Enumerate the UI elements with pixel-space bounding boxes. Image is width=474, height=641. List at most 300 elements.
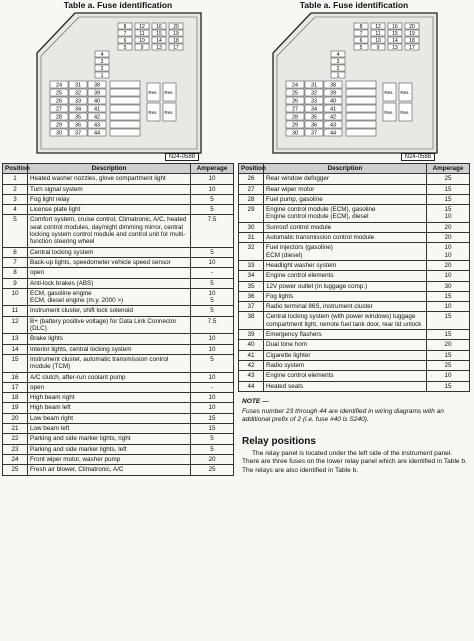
fuse-slot-number: 36 <box>74 122 82 129</box>
fuse-slot-number: 20 <box>409 24 415 30</box>
fuse-slot-number: 1 <box>336 73 340 79</box>
fuse-description: Heated seats <box>264 381 427 391</box>
fuse-description: 12V power outlet (in luggage comp.) <box>264 281 427 291</box>
fuse-amperage: 25 <box>191 465 234 475</box>
header-amperage: Amperage <box>427 164 470 174</box>
fuse-box-illustration <box>33 11 203 163</box>
fuse-description: Anti-lock brakes (ABS) <box>28 278 191 288</box>
fuse-slot-number: 2 <box>100 66 104 72</box>
table-row <box>239 233 470 243</box>
table-row <box>3 247 234 257</box>
fuse-position: 42 <box>239 360 264 370</box>
reserve-slot-label: Res. <box>400 110 410 115</box>
fuse-amperage: 10 <box>191 403 234 413</box>
fuse-amperage: 15 <box>427 194 470 204</box>
fuse-position: 9 <box>3 278 28 288</box>
fuse-slot-number: 34 <box>310 106 318 113</box>
table-row <box>239 184 470 194</box>
right-column <box>238 0 470 475</box>
relay-positions-text: The relay panel is located under the left side of the instrument panel. There are three fuses on the lower relay panel which are identified in Table b. The relays are also identified in Table b. <box>242 449 467 474</box>
fuse-slot-number: 27 <box>291 106 299 113</box>
reserve-slot-label: Res. <box>164 110 174 115</box>
fuse-amperage: 15 <box>427 381 470 391</box>
fuse-amperage: 10 <box>191 372 234 382</box>
fuse-slot-number: 30 <box>291 130 299 137</box>
table-row <box>3 444 234 454</box>
table-row <box>239 243 470 261</box>
fuse-slot-number: 25 <box>291 90 299 97</box>
fuse-position: 18 <box>3 393 28 403</box>
fuse-position: 14 <box>3 344 28 354</box>
table-row <box>3 215 234 247</box>
fuse-description: High beam right <box>28 393 191 403</box>
fuse-position: 7 <box>3 257 28 267</box>
fuse-amperage: 10 <box>191 184 234 194</box>
table-row <box>3 413 234 423</box>
header-position: Position <box>3 164 28 174</box>
table-row <box>3 382 234 392</box>
fuse-slot-number: 27 <box>55 106 63 113</box>
fuse-description: Sunroof control module <box>264 222 427 232</box>
fuse-position: 10 <box>3 288 28 306</box>
fuse-slot-number: 26 <box>291 98 299 105</box>
fuse-description: Central locking system (with power windows) luggage compartment light, remote fuel tank door, rear lid unlock <box>264 312 427 330</box>
fuse-description: Fog lights <box>264 291 427 301</box>
fuse-slot-number: 9 <box>376 45 380 51</box>
fuse-amperage: 7.5 <box>191 316 234 334</box>
table-row <box>3 354 234 372</box>
fuse-position: 37 <box>239 302 264 312</box>
fuse-slot-number: 17 <box>409 45 415 51</box>
reserve-slot-label: Res. <box>164 90 174 95</box>
fuse-description: Engine control elements <box>264 271 427 281</box>
fuse-slot-number: 3 <box>336 59 340 65</box>
fuse-description: open <box>28 382 191 392</box>
header-position: Position <box>239 164 264 174</box>
fuse-box-illustration <box>269 11 439 163</box>
fuse-slot-number: 12 <box>375 24 381 30</box>
fuse-table <box>238 163 470 392</box>
fuse-amperage: 20 <box>427 233 470 243</box>
fuse-slot-number: 14 <box>392 38 398 44</box>
fuse-slot-number: 10 <box>139 38 145 44</box>
table-row <box>239 302 470 312</box>
fuse-amperage: 5 <box>191 434 234 444</box>
fuse-position: 25 <box>3 465 28 475</box>
table-row <box>239 371 470 381</box>
fuse-amperage: 10 10 <box>427 243 470 261</box>
fuse-amperage: 10 5 <box>191 288 234 306</box>
header-description: Description <box>28 164 191 174</box>
fuse-amperage: 25 <box>427 174 470 184</box>
fuse-amperage: 10 <box>427 371 470 381</box>
fuse-position: 39 <box>239 330 264 340</box>
fuse-position: 36 <box>239 291 264 301</box>
table-row <box>239 330 470 340</box>
note-heading: NOTE — <box>242 397 269 405</box>
fuse-position: 38 <box>239 312 264 330</box>
fuse-description: Emergency flashers <box>264 330 427 340</box>
fuse-slot-number: 32 <box>74 90 82 97</box>
reserve-slot-label: Res. <box>148 90 158 95</box>
fuse-box-diagram <box>269 11 439 163</box>
reserve-slot-label: Res. <box>400 90 410 95</box>
fuse-position: 30 <box>239 222 264 232</box>
table-row <box>3 424 234 434</box>
fuse-slot-blank <box>110 97 140 104</box>
fuse-slot-number: 16 <box>392 24 398 30</box>
fuse-slot-number: 31 <box>74 82 82 89</box>
fuse-slot-number: 33 <box>74 98 82 105</box>
fuse-amperage: 20 <box>427 260 470 270</box>
fuse-description: Front wiper motor, washer pump <box>28 454 191 464</box>
fuse-position: 43 <box>239 371 264 381</box>
fuse-slot-number: 6 <box>359 38 363 44</box>
fuse-slot-number: 5 <box>123 45 127 51</box>
fuse-slot-number: 4 <box>100 52 104 58</box>
table-row <box>3 316 234 334</box>
fuse-slot-number: 11 <box>375 31 381 37</box>
fuse-slot-number: 35 <box>74 114 82 121</box>
table-row <box>239 222 470 232</box>
fuse-amperage: 5 <box>191 205 234 215</box>
table-row <box>3 454 234 464</box>
fuse-description: Fuel injectors (gasoline) ECM (diesel) <box>264 243 427 261</box>
fuse-slot-number: 12 <box>139 24 145 30</box>
fuse-slot-number: 5 <box>359 45 363 51</box>
fuse-description: Radio system <box>264 360 427 370</box>
table-row <box>3 334 234 344</box>
fuse-slot-blank <box>346 105 376 112</box>
fuse-description: Central locking system <box>28 247 191 257</box>
fuse-amperage: 10 <box>191 257 234 267</box>
table-row <box>3 194 234 204</box>
left-column <box>2 0 234 476</box>
fuse-slot-blank <box>110 81 140 88</box>
fuse-position: 1 <box>3 174 28 184</box>
fuse-slot-number: 3 <box>100 59 104 65</box>
fuse-slot-number: 7 <box>359 31 363 37</box>
fuse-amperage: 10 <box>191 344 234 354</box>
fuse-amperage: 15 <box>427 184 470 194</box>
table-title: Table a. Fuse identification <box>299 0 409 10</box>
header-description: Description <box>264 164 427 174</box>
fuse-slot-number: 10 <box>375 38 381 44</box>
fuse-slot-blank <box>346 129 376 136</box>
fuse-description: A/C clutch, after-run coolant pump <box>28 372 191 382</box>
fuse-slot-number: 16 <box>156 24 162 30</box>
fuse-slot-blank <box>346 81 376 88</box>
fuse-amperage: 5 <box>191 444 234 454</box>
fuse-position: 12 <box>3 316 28 334</box>
fuse-slot-number: 15 <box>156 31 162 37</box>
fuse-amperage: 5 <box>191 194 234 204</box>
fuse-slot-number: 25 <box>55 90 63 97</box>
fuse-position: 29 <box>239 205 264 223</box>
table-row <box>239 350 470 360</box>
fuse-amperage: 30 <box>427 281 470 291</box>
reserve-slot-label: Res. <box>148 110 158 115</box>
fuse-position: 3 <box>3 194 28 204</box>
fuse-amperage: 15 10 <box>427 205 470 223</box>
fuse-slot-number: 8 <box>123 24 127 30</box>
fuse-description: Interior lights, central locking system <box>28 344 191 354</box>
fuse-position: 8 <box>3 268 28 278</box>
fuse-description: B+ (battery positive voltage) for Data Link Connector (DLC) <box>28 316 191 334</box>
fuse-description: Engine control module (ECM), gasoline Engine control module (ECM), diesel <box>264 205 427 223</box>
table-row <box>3 268 234 278</box>
fuse-description: Back-up lights, speedometer vehicle speed sensor <box>28 257 191 267</box>
fuse-slot-number: 33 <box>310 98 318 105</box>
fuse-description: High beam left <box>28 403 191 413</box>
fuse-slot-number: 26 <box>55 98 63 105</box>
fuse-amperage: 25 <box>427 360 470 370</box>
fuse-position: 24 <box>3 454 28 464</box>
table-row <box>3 184 234 194</box>
fuse-position: 31 <box>239 233 264 243</box>
fuse-amperage: 15 <box>427 330 470 340</box>
table-row <box>239 205 470 223</box>
fuse-slot-blank <box>110 129 140 136</box>
fuse-position: 5 <box>3 215 28 247</box>
fuse-slot-blank <box>346 89 376 96</box>
fuse-description: Headlight washer system <box>264 260 427 270</box>
reserve-slot-label: Res. <box>384 90 394 95</box>
fuse-description: Automatic transmission control module <box>264 233 427 243</box>
fuse-description: Parking and side marker lights, right <box>28 434 191 444</box>
fuse-slot-number: 29 <box>291 122 299 129</box>
fuse-slot-number: 19 <box>173 31 179 37</box>
fuse-description: ECM, gasoline engine ECM, diesel engine (m.y. 2000 >) <box>28 288 191 306</box>
table-row <box>3 344 234 354</box>
fuse-slot-number: 14 <box>156 38 162 44</box>
table-row <box>239 174 470 184</box>
fuse-description: Parking and side marker lights, left <box>28 444 191 454</box>
fuse-description: Dual tone horn <box>264 340 427 350</box>
fuse-position: 16 <box>3 372 28 382</box>
fuse-description: Low beam left <box>28 424 191 434</box>
fuse-slot-number: 28 <box>55 114 63 121</box>
fuse-position: 28 <box>239 194 264 204</box>
fuse-position: 2 <box>3 184 28 194</box>
table-row <box>239 260 470 270</box>
fuse-slot-number: 32 <box>310 90 318 97</box>
fuse-description: Radio terminal 86S, instrument cluster <box>264 302 427 312</box>
table-row <box>239 381 470 391</box>
table-row <box>239 312 470 330</box>
fuse-slot-number: 4 <box>336 52 340 58</box>
fuse-slot-number: 13 <box>392 45 398 51</box>
fuse-position: 34 <box>239 271 264 281</box>
table-row <box>3 465 234 475</box>
fuse-amperage: 20 <box>427 222 470 232</box>
fuse-amperage: 20 <box>191 454 234 464</box>
fuse-slot-number: 7 <box>123 31 127 37</box>
fuse-slot-number: 29 <box>55 122 63 129</box>
fuse-slot-number: 18 <box>173 38 179 44</box>
fuse-description: Rear wiper motor <box>264 184 427 194</box>
fuse-description: Engine control elements <box>264 371 427 381</box>
fuse-description: License plate light <box>28 205 191 215</box>
table-row <box>239 271 470 281</box>
fuse-position: 23 <box>3 444 28 454</box>
table-row <box>3 372 234 382</box>
fuse-description: Turn signal system <box>28 184 191 194</box>
fuse-box-diagram <box>33 11 203 163</box>
fuse-slot-blank <box>110 105 140 112</box>
fuse-slot-number: 13 <box>156 45 162 51</box>
fuse-slot-number: 24 <box>55 82 63 89</box>
fuse-slot-number: 34 <box>74 106 82 113</box>
fuse-slot-number: 17 <box>173 45 179 51</box>
fuse-amperage: 10 <box>427 271 470 281</box>
fuse-position: 20 <box>3 413 28 423</box>
reserve-slot-label: Res. <box>384 110 394 115</box>
table-row <box>239 360 470 370</box>
fuse-slot-number: 39 <box>93 90 101 97</box>
fuse-slot-number: 2 <box>336 66 340 72</box>
fuse-slot-number: 35 <box>310 114 318 121</box>
fuse-position: 19 <box>3 403 28 413</box>
fuse-position: 40 <box>239 340 264 350</box>
fuse-position: 13 <box>3 334 28 344</box>
fuse-slot-number: 43 <box>329 122 337 129</box>
fuse-slot-number: 42 <box>93 114 101 121</box>
table-row <box>3 306 234 316</box>
fuse-slot-number: 42 <box>329 114 337 121</box>
fuse-amperage: - <box>191 382 234 392</box>
table-row <box>239 281 470 291</box>
fuse-description: Brake lights <box>28 334 191 344</box>
fuse-slot-number: 1 <box>100 73 104 79</box>
fuse-amperage: - <box>191 268 234 278</box>
fuse-slot-number: 24 <box>291 82 299 89</box>
fuse-position: 4 <box>3 205 28 215</box>
fuse-amperage: 5 <box>191 247 234 257</box>
fuse-description: Fog light relay <box>28 194 191 204</box>
fuse-amperage: 15 <box>427 312 470 330</box>
fuse-slot-number: 40 <box>329 98 337 105</box>
fuse-position: 41 <box>239 350 264 360</box>
fuse-slot-number: 18 <box>409 38 415 44</box>
fuse-description: Fresh air blower, Climatronic, A/C <box>28 465 191 475</box>
table-row <box>239 291 470 301</box>
fuse-position: 15 <box>3 354 28 372</box>
fuse-slot-number: 8 <box>359 24 363 30</box>
fuse-amperage: 5 <box>191 306 234 316</box>
fuse-position: 17 <box>3 382 28 392</box>
fuse-amperage: 7.5 <box>191 215 234 247</box>
fuse-amperage: 20 <box>427 340 470 350</box>
fuse-slot-blank <box>346 121 376 128</box>
table-row <box>239 340 470 350</box>
fuse-position: 33 <box>239 260 264 270</box>
fuse-description: Rear window defogger <box>264 174 427 184</box>
fuse-slot-number: 44 <box>93 130 101 137</box>
fuse-table <box>2 163 234 476</box>
fuse-position: 35 <box>239 281 264 291</box>
fuse-amperage: 15 <box>191 424 234 434</box>
fuse-description: Heated washer nozzles, glove compartment light <box>28 174 191 184</box>
fuse-slot-number: 30 <box>55 130 63 137</box>
fuse-amperage: 15 <box>427 291 470 301</box>
fuse-slot-blank <box>346 97 376 104</box>
fuse-slot-number: 9 <box>140 45 144 51</box>
table-row <box>3 403 234 413</box>
fuse-description: Fuel pump, gasoline <box>264 194 427 204</box>
table-row <box>3 257 234 267</box>
fuse-slot-number: 38 <box>93 82 101 89</box>
fuse-slot-blank <box>110 121 140 128</box>
table-row <box>3 174 234 184</box>
table-row <box>3 278 234 288</box>
table-row <box>3 434 234 444</box>
fuse-slot-number: 20 <box>173 24 179 30</box>
fuse-slot-number: 15 <box>392 31 398 37</box>
fuse-amperage: 5 <box>191 278 234 288</box>
table-row <box>3 288 234 306</box>
fuse-amperage: 15 <box>191 413 234 423</box>
fuse-amperage: 10 <box>427 302 470 312</box>
fuse-position: 22 <box>3 434 28 444</box>
fuse-slot-number: 36 <box>310 122 318 129</box>
table-title: Table a. Fuse identification <box>63 0 173 10</box>
fuse-amperage: 10 <box>191 393 234 403</box>
fuse-slot-number: 6 <box>123 38 127 44</box>
fuse-position: 6 <box>3 247 28 257</box>
fuse-slot-number: 41 <box>329 106 337 113</box>
fuse-amperage: 5 <box>191 354 234 372</box>
fuse-slot-blank <box>110 113 140 120</box>
fuse-description: Instrument cluster, automatic transmission control module (TCM) <box>28 354 191 372</box>
fuse-slot-blank <box>346 113 376 120</box>
fuse-slot-number: 19 <box>409 31 415 37</box>
fuse-slot-number: 37 <box>74 130 82 137</box>
fuse-description: open <box>28 268 191 278</box>
header-amperage: Amperage <box>191 164 234 174</box>
fuse-position: 21 <box>3 424 28 434</box>
fuse-slot-number: 43 <box>93 122 101 129</box>
fuse-slot-number: 11 <box>139 31 145 37</box>
table-row <box>3 393 234 403</box>
diagram-id-label: N24-0588 <box>401 153 435 161</box>
fuse-slot-blank <box>110 89 140 96</box>
fuse-description: Instrument cluster, shift lock solenoid <box>28 306 191 316</box>
fuse-slot-number: 37 <box>310 130 318 137</box>
fuse-slot-number: 31 <box>310 82 318 89</box>
fuse-amperage: 15 <box>427 350 470 360</box>
table-row <box>239 194 470 204</box>
fuse-slot-number: 28 <box>291 114 299 121</box>
fuse-description: Low beam right <box>28 413 191 423</box>
fuse-description: Comfort system, cruise control, Climatronic, A/C, heated seat control modules, day/night dimming mirror, central locking system control module and control unit for multi-function steering wheel <box>28 215 191 247</box>
fuse-slot-number: 44 <box>329 130 337 137</box>
fuse-description: Cigarette lighter <box>264 350 427 360</box>
relay-positions-heading: Relay positions <box>242 435 316 447</box>
diagram-id-label: N24-0588 <box>165 153 199 161</box>
note-text: Fuses number 23 through 44 are identified in wiring diagrams with an additional prefix of 2 (i.e. fuse #40 is S240). <box>242 407 444 423</box>
fuse-slot-number: 41 <box>93 106 101 113</box>
fuse-slot-number: 39 <box>329 90 337 97</box>
fuse-position: 27 <box>239 184 264 194</box>
note-block <box>238 398 470 424</box>
table-row <box>3 205 234 215</box>
fuse-position: 26 <box>239 174 264 184</box>
fuse-amperage: 10 <box>191 174 234 184</box>
fuse-position: 32 <box>239 243 264 261</box>
fuse-position: 11 <box>3 306 28 316</box>
fuse-amperage: 10 <box>191 334 234 344</box>
